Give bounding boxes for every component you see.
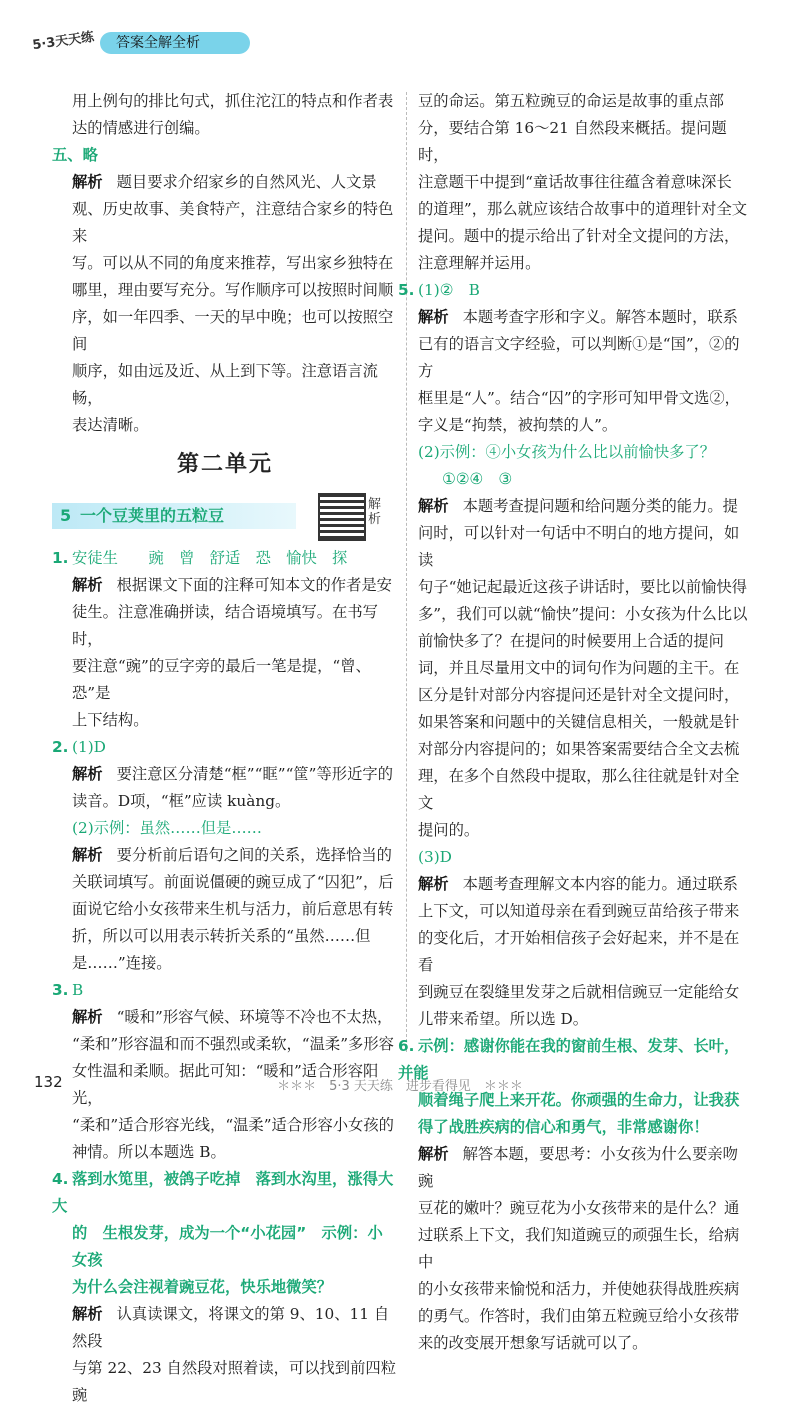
qr-code-icon[interactable] [318,493,366,541]
text-line: 神情。所以本题选 B。 [72,1143,226,1161]
text-line: 豆的命运。第五粒豌豆的命运是故事的重点部 [418,92,724,110]
analysis-tag: 解析 [72,765,103,783]
text-line: 句子“她记起最近这孩子讲话时，要比以前愉快得 [418,578,748,596]
text-line: 的道理”，那么就应该结合故事中的道理针对全文 [418,200,748,218]
text-line: 面说它给小女孩带来生机与活力，前后意思有转 [72,900,394,918]
column-divider [406,92,407,1052]
text-line: 认真读课文，将课文的第 9、10、11 自然段 [72,1305,390,1350]
text-line: 注意理解并运用。 [418,254,541,272]
text-line: 框里是“人”。结合“囚”的字形可知甲骨文选②， [418,389,740,407]
answer-text: (3)D [418,848,452,866]
lesson-number: 5 [60,506,72,525]
text-line: 上下结构。 [72,711,149,729]
text-line: 过联系上下文，我们知道豌豆的顽强生长，给病中 [418,1226,740,1271]
text-line: 问时，可以针对一句话中不明白的地方提问，如读 [418,524,740,569]
text-line: 区分是针对部分内容提问还是针对全文提问时， [418,686,740,704]
answer-text: 得了战胜疾病的信心和勇气，非常感谢你！ [418,1118,709,1136]
text-line: 女性温和柔顺。据此可知：“暖和”适合形容阳光， [72,1062,379,1107]
text-line: 顺序，如由远及近、从上到下等。注意语言流畅， [72,362,378,407]
answer-text: (1)② B [418,281,480,299]
text-line: 提问的。 [418,821,480,839]
text-line: 题目要求介绍家乡的自然风光、人文景 [116,173,377,191]
answer-text: (1)D [72,738,106,756]
analysis-tag: 解析 [72,576,103,594]
analysis-tag: 解析 [72,846,103,864]
text-line: 已有的语言文字经验，可以判断①是“国”，②的方 [418,335,740,380]
analysis-tag: 解析 [72,1008,103,1026]
text-line: 本题考查提问题和给问题分类的能力。提 [462,497,738,515]
qr-label: 解析 [368,497,382,527]
question-number: 2. [52,738,69,756]
text-line: 用上例句的排比句式，抓住沱江的特点和作者表 [72,92,394,110]
lesson-title [52,503,296,529]
text-line: 的勇气。作答时，我们由第五粒豌豆给小女孩带 [418,1307,740,1325]
text-line: 要注意区分清楚“框”“眶”“筐”等形近字的 [116,765,393,783]
analysis-tag: 解析 [418,497,449,515]
text-line: 徒生。注意准确拼读，结合语境填写。在书写时， [72,603,378,648]
answer-text: 落到水笕里，被鸽子吃掉 落到水沟里，涨得大大 [52,1170,394,1215]
text-line: 来的改变展开想象写话就可以了。 [418,1334,648,1352]
answer-text: 为什么会注视着豌豆花，快乐地微笑？ [72,1278,333,1296]
question-number: 3. [52,981,69,999]
text-line: 关联词填写。前面说僵硬的豌豆成了“囚犯”，后 [72,873,394,891]
answer-text: 安徒生 豌 曾 舒适 恐 愉快 探 [72,549,348,567]
text-line: 表达清晰。 [72,416,149,434]
logo: 5·3天天练 [31,29,96,54]
answer-text: ①②④ ③ [442,470,513,488]
text-line: 对部分内容提问的；如果答案需要结合全文去梳 [418,740,740,758]
answer-text: (2)示例：虽然……但是…… [72,819,262,837]
text-line: 的变化后，才开始相信孩子会好起来，并不是在看 [418,929,740,974]
text-line: 豆花的嫩叶？豌豆花为小女孩带来的是什么？通 [418,1199,740,1217]
analysis-tag: 解析 [72,1305,103,1323]
question-number: 4. [52,1170,69,1188]
page-number: 132 [34,1073,63,1091]
text-line: 达的情感进行创编。 [72,119,210,137]
answer-text: 顺着绳子爬上来开花。你顽强的生命力，让我获 [418,1091,740,1109]
answer-text: B [72,981,84,999]
text-line: 儿带来希望。所以选 D。 [418,1010,589,1028]
header-banner-text: 答案全解全析 [116,35,200,51]
text-line: 上下文，可以知道母亲在看到豌豆苗给孩子带来 [418,902,740,920]
footer-slogan: ＊＊＊ 5·3 天天练 进步看得见 ＊＊＊ [277,1079,523,1094]
text-line: 的小女孩带来愉悦和活力，并使她获得战胜疾病 [418,1280,740,1298]
left-column [52,88,398,1409]
text-line: 理，在多个自然段中提取，那么往往就是针对全文 [418,767,740,812]
text-line: 解答本题，要思考：小女孩为什么要亲吻豌 [418,1145,738,1190]
text-line: “柔和”适合形容光线，“温柔”适合形容小女孩的 [72,1116,394,1134]
text-line: 本题考查理解文本内容的能力。通过联系 [462,875,738,893]
question-number: 6. [398,1037,415,1055]
question-label: 五、略 [52,146,98,164]
text-line: 如果答案和问题中的关键信息相关，一般就是针 [418,713,740,731]
text-line: 要分析前后语句之间的关系，选择恰当的 [116,846,392,864]
text-line: 提问。题中的提示给出了针对全文提问的方法， [418,227,740,245]
text-line: 观、历史故事、美食特产，注意结合家乡的特色来 [72,200,394,245]
lesson-heading [52,493,398,545]
text-line: 写。可以从不同的角度来推荐，写出家乡独特在 [72,254,394,272]
text-line: 分，要结合第 16～21 自然段来概括。提问题时， [418,119,727,164]
answer-text: 的 生根发芽，成为一个“小花园” 示例：小女孩 [72,1224,383,1269]
unit-title: 第二单元 [176,452,273,477]
analysis-tag: 解析 [72,173,103,191]
text-line: 前愉快多了？在提问的时候要用上合适的提问 [418,632,724,650]
text-line: 读音。D项，“框”应读 kuàng。 [72,792,291,810]
text-line: 要注意“豌”的豆字旁的最后一笔是提，“曾、恐”是 [72,657,371,702]
text-line: “柔和”形容温和而不强烈或柔软，“温柔”多形容 [72,1035,394,1053]
header [18,24,318,74]
text-line: 多”，我们可以就“愉快”提问：小女孩为什么比以 [418,605,748,623]
text-line: 注意题干中提到“童话故事往往蕴含着意味深长 [418,173,732,191]
lesson-name: 一个豆荚里的五粒豆 [80,506,225,525]
text-line: 根据课文下面的注释可知本文的作者是安 [116,576,392,594]
text-line: 本题考查字形和字义。解答本题时，联系 [462,308,738,326]
text-line: 词，并且尽量用文中的词句作为问题的主干。在 [418,659,740,677]
analysis-tag: 解析 [418,1145,449,1163]
analysis-tag: 解析 [418,875,449,893]
answer-text: 示例：感谢你能在我的窗前生根、发芽、长叶，并能 [398,1037,740,1082]
text-line: 到豌豆在裂缝里发芽之后就相信豌豆一定能给女 [418,983,740,1001]
text-line: 与第 22、23 自然段对照着读，可以找到前四粒豌 [72,1359,396,1404]
text-line: 是……”连接。 [72,954,172,972]
question-number: 1. [52,549,69,567]
text-line: 折，所以可以用表示转折关系的“虽然……但 [72,927,371,945]
text-line: 字义是“拘禁，被拘禁的人”。 [418,416,618,434]
text-line: “暖和”形容气候、环境等不冷也不太热， [116,1008,393,1026]
text-line: 序，如一年四季、一天的早中晚；也可以按照空间 [72,308,394,353]
answer-text: (2)示例：④小女孩为什么比以前愉快多了？ [418,443,716,461]
question-number: 5. [398,281,415,299]
analysis-tag: 解析 [418,308,449,326]
text-line: 哪里，理由要写充分。写作顺序可以按照时间顺 [72,281,394,299]
